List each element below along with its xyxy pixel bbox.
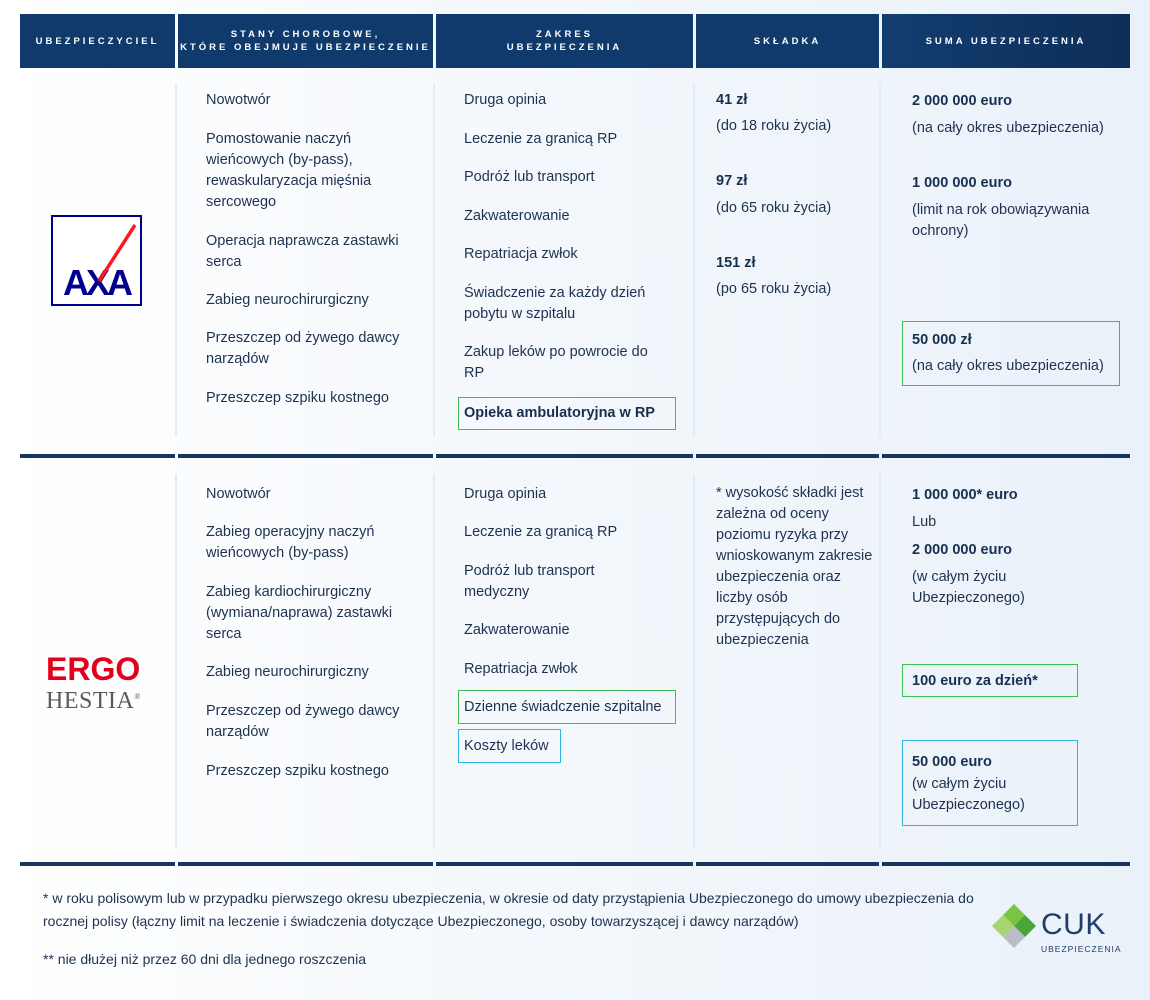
axa-logo-mark (53, 217, 140, 304)
row-divider (436, 454, 693, 458)
sum-note: (limit na rok obowiązywania ochrony) (912, 202, 1090, 239)
header-conditions: STANY CHOROBOWE, KTÓRE OBEJMUJE UBEZPIECZENIE (178, 14, 433, 68)
sum-amount: 50 000 euro (912, 754, 992, 770)
header-premium: SKŁADKA (696, 14, 879, 68)
column-divider (175, 84, 177, 436)
sum-note: (w całym życiu Ubezpieczonego) (912, 776, 1025, 813)
column-divider (433, 474, 435, 848)
scope-item: Druga opinia (464, 486, 547, 502)
column-divider (433, 84, 435, 436)
condition-item: Nowotwór (206, 92, 271, 108)
row-divider (20, 862, 175, 866)
condition-item: Zabieg neurochirurgiczny (206, 292, 369, 308)
column-divider (879, 474, 881, 848)
column-divider (693, 84, 695, 436)
header-sum: SUMA UBEZPIECZENIA (882, 14, 1130, 68)
row-divider (20, 454, 175, 458)
scope-item: Repatriacja zwłok (464, 246, 578, 262)
premium-amount: 151 zł (716, 255, 756, 271)
premium-note: (do 65 roku życia) (716, 200, 832, 216)
scope-item: Leczenie za granicą RP (464, 131, 618, 147)
row-divider (696, 862, 879, 866)
premium-amount: 97 zł (716, 173, 748, 189)
scope-item: Zakup leków po powrocie do RP (464, 344, 648, 381)
ergo-wordmark: ERGO (46, 651, 141, 687)
condition-item: Nowotwór (206, 486, 271, 502)
scope-item-highlighted: Opieka ambulatoryjna w RP (464, 405, 655, 421)
sum-note: (na cały okres ubezpieczenia) (912, 120, 1104, 136)
sum-amount: 1 000 000* euro (912, 487, 1018, 503)
row-divider (178, 454, 433, 458)
cuk-diamond-icon (992, 902, 1036, 948)
sum-amount: 1 000 000 euro (912, 175, 1012, 191)
sum-amount: 50 000 zł (912, 332, 972, 348)
premium-note: * wysokość składki jest zależna od oceny poziomu ryzyka przy wnioskowanym zakresie ubezpieczenia oraz liczby osób przystępujących do ubezpieczenia (716, 485, 873, 648)
condition-item: Przeszczep szpiku kostnego (206, 390, 389, 406)
svg-text:AXA: AXA (62, 262, 131, 303)
column-divider (693, 474, 695, 848)
sum-note: (na cały okres ubezpieczenia) (912, 358, 1104, 374)
row-divider (882, 862, 1130, 866)
row-divider (178, 862, 433, 866)
sum-amount: 2 000 000 euro (912, 93, 1012, 109)
row-divider (436, 862, 693, 866)
sum-amount: 100 euro za dzień* (912, 673, 1038, 689)
scope-item: Druga opinia (464, 92, 547, 108)
condition-item: Zabieg neurochirurgiczny (206, 664, 369, 680)
scope-item: Zakwaterowanie (464, 622, 570, 638)
footnote-1: * w roku polisowym lub w przypadku pierwszego okresu ubezpieczenia, w okresie od daty przystąpienia Ubezpieczonego do umowy ubezpieczenia do rocznej polisy (łączny limit na leczenie i świadczenia dotyczące Ubezpieczonego, osoby towarzyszącej i dawcy narządów) (43, 890, 974, 929)
premium-note: (po 65 roku życia) (716, 281, 832, 297)
header-insurer: UBEZPIECZYCIEL (20, 14, 175, 68)
condition-item: Przeszczep od żywego dawcy narządów (206, 330, 400, 367)
footnote-2: ** nie dłużej niż przez 60 dni dla jednego roszczenia (43, 951, 366, 967)
cuk-wordmark: CUK (1041, 908, 1106, 941)
cuk-subtitle: UBEZPIECZENIA (1041, 944, 1122, 954)
column-divider (879, 84, 881, 436)
condition-item: Operacja naprawcza zastawki serca (206, 233, 399, 270)
scope-item: Podróż lub transport (464, 169, 595, 185)
scope-item: Zakwaterowanie (464, 208, 570, 224)
condition-item: Zabieg kardiochirurgiczny (wymiana/naprawa) zastawki serca (206, 584, 393, 642)
scope-item: Leczenie za granicą RP (464, 524, 618, 540)
header-scope: ZAKRES UBEZPIECZENIA (436, 14, 693, 68)
condition-item: Przeszczep szpiku kostnego (206, 763, 389, 779)
scope-item-highlighted: Dzienne świadczenie szpitalne (464, 699, 662, 715)
column-divider (175, 474, 177, 848)
ergo-hestia-logo (46, 651, 156, 714)
condition-item: Przeszczep od żywego dawcy narządów (206, 703, 400, 740)
row-divider (696, 454, 879, 458)
row-divider (882, 454, 1130, 458)
scope-item: Podróż lub transport medyczny (464, 563, 595, 600)
premium-amount: 41 zł (716, 92, 748, 108)
scope-item: Repatriacja zwłok (464, 661, 578, 677)
condition-item: Pomostowanie naczyń wieńcowych (by-pass), rewaskularyzacja mięśnia sercowego (206, 131, 372, 210)
axa-logo (51, 215, 142, 306)
scope-item-highlighted: Koszty leków (464, 738, 549, 754)
sum-amount: 2 000 000 euro (912, 542, 1012, 558)
cuk-logo (992, 902, 1127, 962)
premium-note: (do 18 roku życia) (716, 118, 832, 134)
hestia-wordmark: HESTIA® (46, 688, 141, 714)
condition-item: Zabieg operacyjny naczyń wieńcowych (by-pass) (206, 524, 375, 561)
scope-item: Świadczenie za każdy dzień pobytu w szpitalu (464, 285, 646, 322)
sum-or: Lub (912, 514, 937, 530)
sum-note: (w całym życiu Ubezpieczonego) (912, 569, 1025, 606)
